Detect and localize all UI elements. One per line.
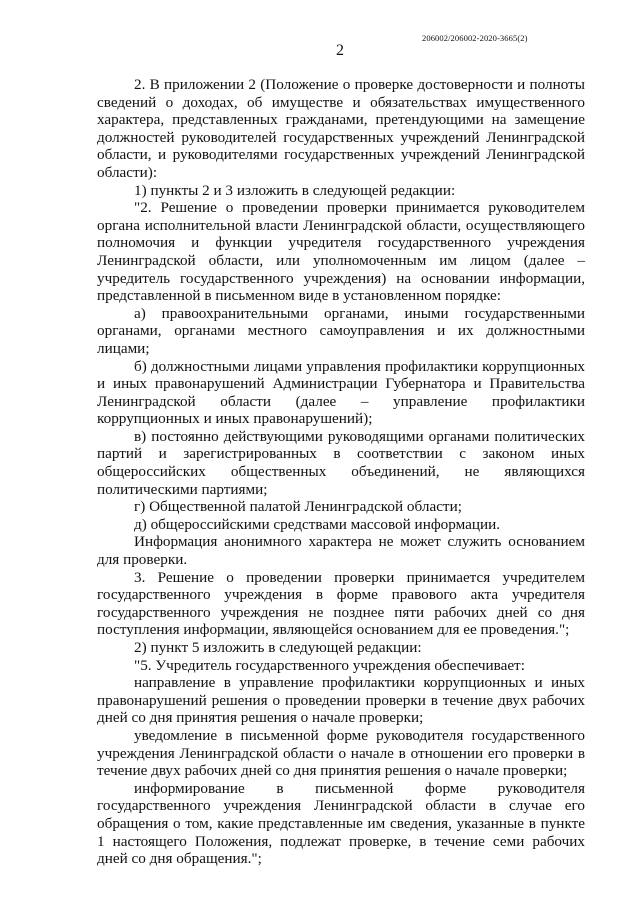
paragraph-clause-2: "2. Решение о проведении проверки принимается руководителем органа исполнительной власти Ленинградской области, осуществляющего полномочия и функции учредителя государственного учреждения Ленинградской области, или уполномоченным им лицом (далее – учредитель государственного учреждения) на основании информации, представленной в письменном виде в установленном порядке: xyxy=(97,199,585,305)
paragraph-subclause-v: в) постоянно действующими руководящими органами политических партий и зарегистрированных в соответствии с законом иных общероссийских общественных объединений, не являющихся политическими партиями; xyxy=(97,427,585,498)
document-id: 206002/206002-2020-3665(2) xyxy=(422,33,528,43)
paragraph-notification: уведомление в письменной форме руководителя государственного учреждения Ленинградской области о начале в отношении его проверки в течение двух рабочих дней со дня принятия решения о начале проверки; xyxy=(97,726,585,780)
paragraph-subclause-g: г) Общественной палатой Ленинградской области; xyxy=(134,498,462,516)
page-number: 2 xyxy=(336,42,344,59)
document-body xyxy=(97,76,585,868)
paragraph-item-1: 1) пункты 2 и 3 изложить в следующей редакции: xyxy=(134,181,456,199)
paragraph-subclause-a: а) правоохранительными органами, иными государственными органами, органами местного самоуправления и их должностными лицами; xyxy=(97,304,585,357)
paragraph-subclause-b: б) должностными лицами управления профилактики коррупционных и иных правонарушений Администрации Губернатора и Правительства Ленинградской области (далее – управление профилактики коррупционных и иных правонарушений); xyxy=(97,357,585,428)
paragraph-clause-3: 3. Решение о проведении проверки принимается учредителем государственного учреждения в форме правового акта учредителя государственного учреждения не позднее пяти рабочих дней со дня поступления информации, являющейся основанием для ее проведения."; xyxy=(97,568,585,639)
paragraph-subclause-d: д) общероссийскими средствами массовой информации. xyxy=(134,515,501,533)
paragraph-informing: информирование в письменной форме руководителя государственного учреждения Ленинградской области в случае его обращения о том, какие представленные им сведения, указанные в пункте 1 настоящего Положения, подлежат проверке, в течение семи рабочих дней со дня обращения."; xyxy=(97,779,585,868)
paragraph-anonymous-info: Информация анонимного характера не может служить основанием для проверки. xyxy=(97,533,585,569)
paragraph-clause-5: "5. Учредитель государственного учреждения обеспечивает: xyxy=(134,656,525,674)
paragraph-item-2: 2) пункт 5 изложить в следующей редакции: xyxy=(134,639,422,656)
paragraph-amendment-appendix-2: 2. В приложении 2 (Положение о проверке достоверности и полноты сведений о доходах, об имуществе и обязательствах имущественного характера, представленных гражданами, претендующими на замещение должностей руководителей государственных учреждений Ленинградской области, и руководителями государственных учреждений Ленинградской области): xyxy=(97,76,585,181)
paragraph-direction: направление в управление профилактики коррупционных и иных правонарушений решения о проведении проверки в течение двух рабочих дней со дня принятия решения о начале проверки; xyxy=(97,674,585,727)
